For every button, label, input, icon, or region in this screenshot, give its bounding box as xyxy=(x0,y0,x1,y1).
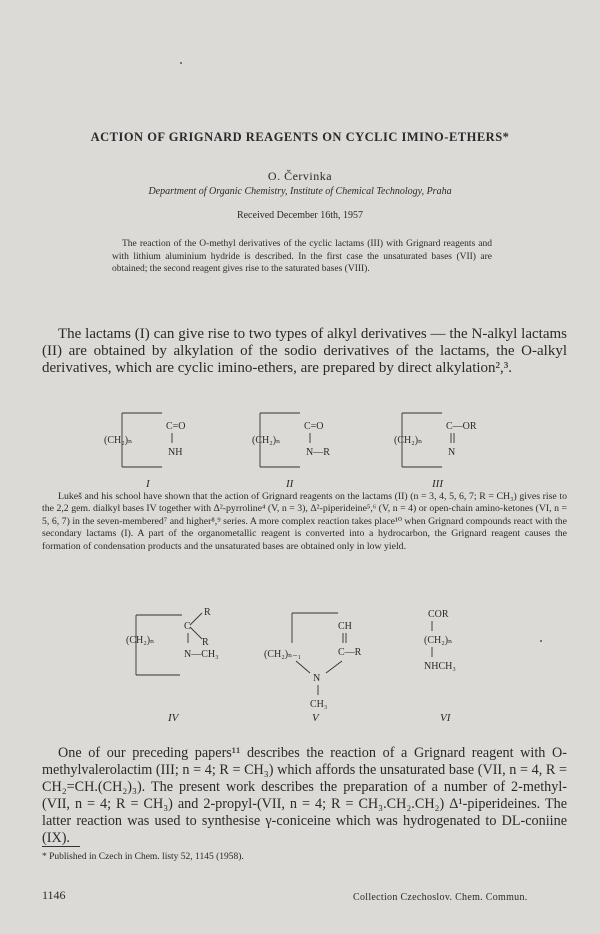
structures-row-1 xyxy=(100,405,520,490)
structure-III-label: III xyxy=(432,478,443,490)
structure-I-ring: (CH₂)ₙ xyxy=(104,435,133,446)
scan-speck xyxy=(180,62,182,64)
structure-V-c: C—R xyxy=(338,647,362,658)
structure-VI xyxy=(424,609,456,724)
structure-II-ring: (CH₂)ₙ xyxy=(252,435,281,446)
structure-V xyxy=(264,613,362,724)
article-title: ACTION OF GRIGNARD REAGENTS ON CYCLIC IMINO-ETHERS* xyxy=(90,130,510,144)
paragraph-2: Lukeš and his school have shown that the action of Grignard reagents on the lactams (II) (n = 3, 4, 5, 6, 7; R = CH₃) gives rise to the 2,2 gem. dialkyl bases IV together with Δ²-pyrroline⁴ (V, n = 3), Δ²-piperideine⁵,⁶ (V, n = 4) or open-chain amino-ketones (VI, n = 5, 6, 7) in the seven-membered⁷ and higher⁸,⁹ series. A more complex reaction takes place¹⁰ when Grignard compounds react with the secondary lactams (I). A part of the organometallic reagent is converted into a hydrocarbon, the Grignard reagent causes the formation of condensation products and the unsaturated bases are obtained only in low yield. xyxy=(42,491,567,552)
journal-name: Collection Czechoslov. Chem. Commun. xyxy=(353,892,528,903)
structure-VI-label: VI xyxy=(440,712,451,724)
structure-V-ch: CH xyxy=(338,621,352,632)
structure-IV-label: IV xyxy=(168,712,179,724)
intro-paragraph: The lactams (I) can give rise to two types of alkyl derivatives — the N-alkyl lactams (II) are obtained by alkylation of the sodio derivatives of the lactams, the O-alkyl derivatives, which are cyclic imino-ethers, are prepared by direct alkylation²,³. xyxy=(42,326,567,376)
structure-IV-top: R xyxy=(204,607,211,618)
structure-III-het: N xyxy=(448,447,456,458)
structure-VI-chain: (CH₂)ₙ xyxy=(424,635,453,646)
structure-IV-ring: (CH₂)ₙ xyxy=(126,635,155,646)
structure-IV-mid: C xyxy=(184,621,191,632)
received-date: Received December 16th, 1957 xyxy=(236,210,364,221)
structure-III-group: C—OR xyxy=(446,421,477,432)
structure-II-group: C=O xyxy=(304,421,324,432)
structure-I-label: I xyxy=(146,478,150,490)
structure-I xyxy=(104,413,186,490)
structure-II-het: N—R xyxy=(306,447,330,458)
page-number: 1146 xyxy=(42,888,66,902)
scan-speck xyxy=(540,640,542,642)
structure-V-n: N xyxy=(313,673,321,684)
abstract: The reaction of the O-methyl derivatives of the cyclic lactams (III) with Grignard reagents and with lithium aluminium hydride is described. In the first case the unsaturated bases (VII) are obtained; the second reagent gives rise to the saturated bases (VIII). xyxy=(112,239,492,275)
footnote: * Published in Czech in Chem. listy 52, 1145 (1958). xyxy=(42,852,244,862)
paragraph-3: One of our preceding papers¹¹ describes the reaction of a Grignard reagent with O-methylvalerolactim (III; n = 4; R = CH₃) which affords the unsaturated base (VII, n = 4, R = CH₂=CH.(CH₂)₃). The present work describes the preparation of a number of 2-methyl-(VII, n = 4; R = CH₃) and 2-propyl-(VII, n = 4; R = CH₃.CH₂.CH₂) Δ¹-piperideines. The latter reaction was used to synthesise γ-coniceine which was hydrogenated to DL-coniine (IX). xyxy=(42,745,567,846)
footnote-rule xyxy=(42,846,80,847)
structure-I-het: NH xyxy=(168,447,183,458)
author-name: O. Červinka xyxy=(267,169,333,183)
structure-IV-n: N—CH₃ xyxy=(184,649,219,660)
structure-III-ring: (CH₂)ₙ xyxy=(394,435,423,446)
structure-III xyxy=(394,413,477,490)
structure-VI-amine: NHCH₃ xyxy=(424,661,456,672)
structure-IV xyxy=(126,607,219,724)
structure-IV-right: R xyxy=(202,637,209,648)
structure-VI-cor: COR xyxy=(428,609,449,620)
structures-row-2 xyxy=(110,603,500,728)
structure-V-ring: (CH₂)ₙ₋₁ xyxy=(264,649,302,660)
structure-I-group: C=O xyxy=(166,421,186,432)
structure-II xyxy=(252,413,330,490)
structure-V-methyl: CH₃ xyxy=(310,699,328,710)
affiliation: Department of Organic Chemistry, Institute of Chemical Technology, Praha xyxy=(148,186,452,197)
structure-V-label: V xyxy=(312,712,319,724)
structure-II-label: II xyxy=(286,478,294,490)
